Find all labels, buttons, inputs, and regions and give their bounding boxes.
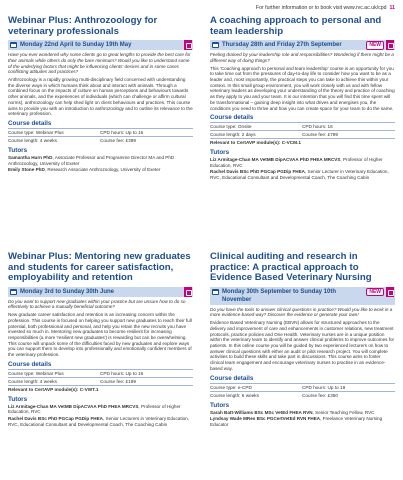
course-fee: Course fee: £199: [100, 378, 136, 384]
tutors-heading: Tutors: [8, 395, 28, 403]
tutor: Rachel Davis BSc PhD PGCap PGDip FHEA, Senior Lecturer in Veterinary Education, RVC, Educational Consultant and Developmental Coach, The Coaching Cabin: [210, 169, 389, 180]
course-body: Anthrozoology is a rapidly growing multi-disciplinary field concerned with understanding the diverse ways in which humans think about and interact with animals. Through a combined focus on the impacts of culture on human perceptions and behaviours towards other animals, and the experiences of individuals (which can challenge or affirm cultural norms), anthrozoology can help shed light on client behaviours and practices. This course aims to provide you with an introduction to anthrozoology and to outline its relevance to the veterinary profession.: [8, 77, 193, 117]
details-row: [210, 122, 395, 130]
calendar-icon: [10, 42, 17, 48]
course-title: Webinar Plus: Anthrozoology for veterinary professionals: [8, 15, 158, 37]
course-body: New graduate career satisfaction and retention is an increasing concern within the profession. This course is focused on helping you support new graduates to reach their full potential, both professional and personal, and help you retain the new recruits you have invested so much in. Mentoring new graduates to become resilient for increasing responsibilities (a more 'resilient new graduates') is rewarding but can be overwhelming. This course will unpack some of the difficulties faced by new graduates and explore ways you can support them to develop into professionally and emotionally confident members of the veterinary profession.: [8, 312, 192, 358]
details-row: [210, 138, 395, 146]
lock-icon: [184, 287, 192, 297]
course-body: Evidence Based Veterinary Nursing (EBVN) allows for structured approaches to the delivery and improvement of care and enhancements in customer relations, new treatment protocols, practice policies and One Health. Veterinary nurses are in a unique position within the veterinary team to identify and answer clinical problems to improve outcomes for patients. In this online course you will be guided by two experienced lecturers on how to answer clinical questions with either an audit or pilot research project. You will complete activities to build these skills and take part in discussions. This course aims to foster clinical team engagement and encourage veterinary nurses to practise in an evidence-based way.: [210, 320, 395, 371]
course-clinical-auditing: [210, 252, 395, 427]
course-coaching: [210, 16, 395, 181]
lock-icon: [184, 40, 192, 50]
tutor: Emily Stone PhD, Research Associate Anthrozoology, University of Exeter: [8, 167, 161, 173]
cpd-hours: CPD hours: Up to 19: [302, 384, 346, 390]
cpd-hours: CPD hours: Up to 16: [100, 129, 144, 135]
tutor: Liz Armitage-Chan MA VetMB DipACVAA PhD FHEA MRCVS, Professor of Higher Education, RVC: [210, 157, 383, 168]
details-row: [8, 128, 193, 136]
course-type: Course type: Webinar Plus: [8, 129, 64, 135]
course-intro: Have you ever wondered why some clients go to great lengths to provide the best care for their animals while others do only the bare minimum? Would you like to understand some of the underlying factors that might be influencing clients' desires and in some cases conflicting attitudes and practices?: [8, 52, 191, 75]
course-date: Monday 22nd April to Sunday 19th May: [20, 42, 132, 49]
page-header: [256, 5, 395, 11]
calendar-icon: [212, 42, 219, 48]
course-date: Monday 3rd to Sunday 30th June: [20, 288, 115, 295]
details-heading: Course details: [210, 374, 254, 382]
details-heading: Course details: [8, 119, 52, 127]
new-badge: NEW: [366, 288, 384, 296]
course-anthrozoology: [8, 16, 193, 173]
tutor: Rachel Davis BSc PhD PGCap PGDip FHEA, Senior Lecturers in Veterinary Education, RVC, Educational Consultant and Developmental Coach, The Coaching Cabin: [8, 416, 190, 427]
course-intro: Feeling drained by your leadership role and responsibilities? Wondering if there might be a different way of doing things?: [210, 52, 394, 63]
course-type: Course type: Webinar Plus: [8, 370, 64, 376]
details-row: [210, 130, 395, 138]
course-length: Course length: 4 weeks: [8, 137, 57, 143]
relevant-modules: Relevant to CertAVP module(s): C-VCM.1: [210, 140, 301, 146]
tutor: Lyndsay Wade MRes BSc PGCertVetEd RVN FHEA, Freelance Veterinary Nursing Educator: [210, 416, 383, 427]
cpd-hours: CPD hours: Up to 16: [100, 370, 144, 376]
course-length: Course length: 4 weeks: [8, 378, 57, 384]
header-text: For further information or to book visit www.rvc.ac.uk/cpd: [255, 5, 387, 11]
lock-icon: [386, 40, 394, 50]
course-type: Course type: e-CPD: [210, 384, 252, 390]
details-row: [8, 369, 193, 377]
tutor: Samantha Hurn PhD, Associate Professor and Programme Director MA and PhD Anthrozoology, University of Exeter: [8, 154, 175, 166]
tutors-heading: Tutors: [8, 146, 28, 154]
details-row: [8, 385, 193, 393]
course-title: Webinar Plus: Mentoring new graduates and students for career satisfaction, employability and retention: [8, 251, 191, 284]
course-fee: Course fee: £399: [100, 137, 136, 143]
cpd-hours: CPD hours: 16: [302, 124, 333, 130]
details-row: [8, 377, 193, 385]
course-intro: Do you have the tools to answer clinical questions in practice? Would you like to work in a more evidence-based way? Discover the evidence or generate your own!: [210, 306, 393, 318]
course-type: Course type: Onsite: [210, 124, 252, 130]
course-length: Course length: 2 days: [210, 132, 256, 138]
calendar-icon: [10, 289, 17, 295]
tutors-heading: Tutors: [210, 149, 230, 157]
tutor: Sarah Batt-Williams BSc MSc VetEd FHEA RVN, Senior Teaching Fellow, RVC: [210, 409, 375, 415]
course-intro: Do you want to support new graduates within your practice but are unsure how to do so effectively to achieve a mutually beneficial outcome?: [8, 298, 186, 310]
calendar-icon: [212, 289, 219, 295]
course-body: This 'Coaching approach to personal and team leadership' course is an opportunity for you to take time out from the pressures of day-to-day life to consider how you want to be as a leader and, most importantly, the practical steps you can take to achieve this within your context. In this small group environment, you will work closely with us and with fellow veterinary leaders as developing your understanding of the theory and practice of coaching as they apply to you and your team. It is our intention that you will find this time spent will be transformational – gaining deep insight into what drives and energises you, the conditions you need to thrive and how you can create space for your team to do the same.: [210, 65, 395, 111]
course-fee: Course fee: £350: [302, 392, 338, 398]
course-title: A coaching approach to personal and team leadership: [210, 15, 382, 37]
details-heading: Course details: [8, 360, 52, 368]
course-title: Clinical auditing and research in practice: A practical approach to Evidence Based Veterinary Nursing: [210, 251, 372, 284]
course-date: Monday 30th September to Sunday 10th November: [222, 288, 337, 303]
details-heading: Course details: [210, 114, 254, 122]
tutor: Liz Armitage-Chan MA VetMB DipACVAA PhD FHEA MRCVS, Professor of Higher Education, RVC: [8, 403, 181, 415]
new-badge: NEW: [366, 41, 384, 49]
date-bar: [210, 287, 395, 305]
relevant-modules: Relevant to CertAVP module(s): C-VWT.1: [8, 386, 99, 392]
course-date: Thursday 28th and Friday 27th September: [222, 42, 342, 49]
details-row: [210, 383, 395, 391]
details-row: [8, 136, 193, 144]
course-mentoring: [8, 252, 193, 427]
course-length: Course length: 6 weeks: [210, 392, 259, 398]
details-row: [210, 391, 395, 399]
tutors-heading: Tutors: [210, 401, 230, 409]
date-bar: [8, 287, 193, 297]
lock-icon: [386, 287, 394, 297]
date-bar: [210, 40, 395, 50]
page-number: 11: [389, 5, 395, 11]
date-bar: [8, 40, 193, 50]
course-fee: Course fee: £799: [302, 132, 338, 138]
